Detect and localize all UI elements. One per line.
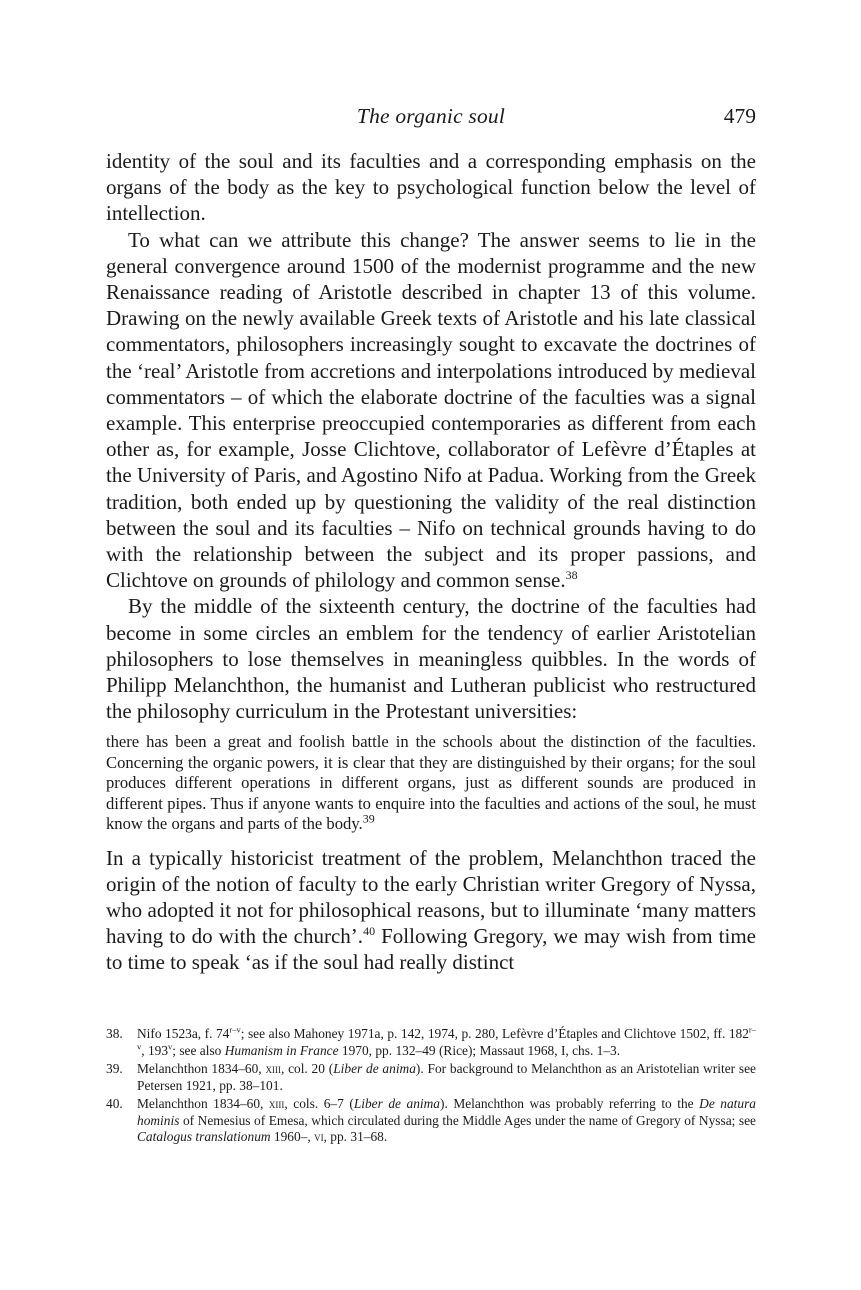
footnote-text: , cols. 6–7 ( — [284, 1095, 354, 1111]
cited-title: Catalogus translationum — [137, 1129, 271, 1145]
footnote-text: 1960–, — [270, 1129, 315, 1145]
cited-title: De natura hominis — [137, 1095, 757, 1128]
paragraph-2-text: To what can we attribute this change? The answer seems to lie in the general convergence around 1500 of the modernist programme and the new Renaissance reading of Aristotle described in chapter 13 of this volume. Drawing on the newly available Greek texts of Aristotle and his late classical commentators, philosophers increasingly sought to excavate the doctrines of the ‘real’ Aristotle from accretions and interpolations introduced by medieval commentators – of which the elaborate doctrine of the faculties was a signal example. This enterprise preoccupied contemporaries as different from each other as, for example, Josse Clichtove, collaborator of Lefèvre d’Étaples at the University of Paris, and Agostino Nifo at Padua. Working from the Greek tradition, both ended up by questioning the validity of the real distinction between the soul and its faculties – Nifo on technical grounds having to do with the relationship between the subject and its proper passions, and Clichtove on grounds of philology and common sense. — [106, 227, 756, 593]
volume-numeral: xiii — [268, 1095, 285, 1111]
cited-title: Humanism in France — [224, 1042, 339, 1058]
footnote-38 — [106, 1026, 756, 1060]
paragraph-1 — [106, 148, 756, 227]
cited-title: Liber de anima — [333, 1060, 416, 1076]
footnote-text: 1970, pp. 132–49 (Rice); Massaut 1968, I, chs. 1–3. — [338, 1042, 621, 1058]
folio-superscript: r–v — [229, 1024, 241, 1035]
footnote-text: Melanchthon 1834–60, — [137, 1095, 269, 1111]
footnote-text: , col. 20 ( — [280, 1060, 334, 1076]
footnote-39 — [106, 1061, 756, 1095]
paragraph-4-text-b: Following Gregory, we may wish from time to time to speak ‘as if the soul had really distinct — [106, 924, 757, 975]
note-ref-40: 40 — [363, 924, 376, 939]
block-quote — [106, 732, 756, 834]
footnote-text: ). Melanchthon was probably referring to the — [440, 1095, 700, 1111]
footnote-text: , pp. 31–68. — [323, 1129, 388, 1145]
footnote-text: Melanchthon 1834–60, — [137, 1060, 266, 1076]
paragraph-4 — [106, 845, 756, 976]
volume-numeral: xiii — [265, 1060, 281, 1076]
folio-superscript: r–v — [137, 1024, 757, 1052]
footnote-number: 38. — [106, 1026, 123, 1041]
footnote-text: ). For background to Melanchthon as an Aristotelian writer see Petersen 1921, pp. 38–101. — [137, 1060, 756, 1093]
footnote-number: 39. — [106, 1060, 123, 1076]
paragraph-3 — [106, 593, 756, 724]
page-number: 479 — [723, 104, 756, 128]
footnotes — [106, 1026, 756, 1147]
block-quote-text: there has been a great and foolish battle in the schools about the distinction of the faculties. Concerning the organic powers, it is clear that they are distinguished by their organs; for the soul produces different operations in different organs, just as different sounds are produced in different pipes. Thus if anyone wants to enquire into the faculties and actions of the soul, he must know the organs and parts of the body. — [106, 732, 756, 834]
paragraph-3-text: By the middle of the sixteenth century, the doctrine of the faculties had become in some circles an emblem for the tendency of earlier Aristotelian philosophers to lose themselves in meaningless quibbles. In the words of Philipp Melanchthon, the humanist and Lutheran publicist who restructured the philosophy curriculum in the Protestant universities: — [106, 594, 756, 724]
cited-title: Liber de anima — [353, 1095, 440, 1111]
note-ref-38: 38 — [565, 568, 578, 583]
volume-numeral: vi — [314, 1129, 324, 1145]
page-header — [106, 100, 756, 134]
footnote-text: Nifo 1523a, f. 74 — [137, 1026, 230, 1041]
note-ref-39: 39 — [362, 811, 375, 826]
footnote-40 — [106, 1096, 756, 1147]
footnote-text: ; see also Mahoney 1971a, p. 142, 1974, p. 280, Lefèvre d’Étaples and Clichtove 1502, ff. 182 — [240, 1026, 749, 1041]
paragraph-2 — [106, 227, 756, 594]
footnote-text: , 193 — [141, 1042, 169, 1058]
footnote-text: of Nemesius of Emesa, which circulated during the Middle Ages under the name of Gregory of Nyssa; see — [179, 1112, 756, 1128]
folio-superscript: v — [168, 1041, 173, 1052]
paragraph-4-text-a: In a typically historicist treatment of the problem, Melanchthon traced the origin of the notion of faculty to the early Christian writer Gregory of Nyssa, who adopted it not for philosophical reasons, but to illuminate ‘many matters having to do with the church’. — [106, 845, 756, 949]
running-title: The organic soul — [356, 104, 506, 128]
paragraph-1-text: identity of the soul and its faculties and a corresponding emphasis on the organs of the body as the key to psychological function below the level of intellection. — [106, 149, 756, 226]
main-text — [106, 148, 756, 976]
footnote-text: ; see also — [172, 1042, 225, 1058]
footnote-number: 40. — [106, 1095, 123, 1111]
